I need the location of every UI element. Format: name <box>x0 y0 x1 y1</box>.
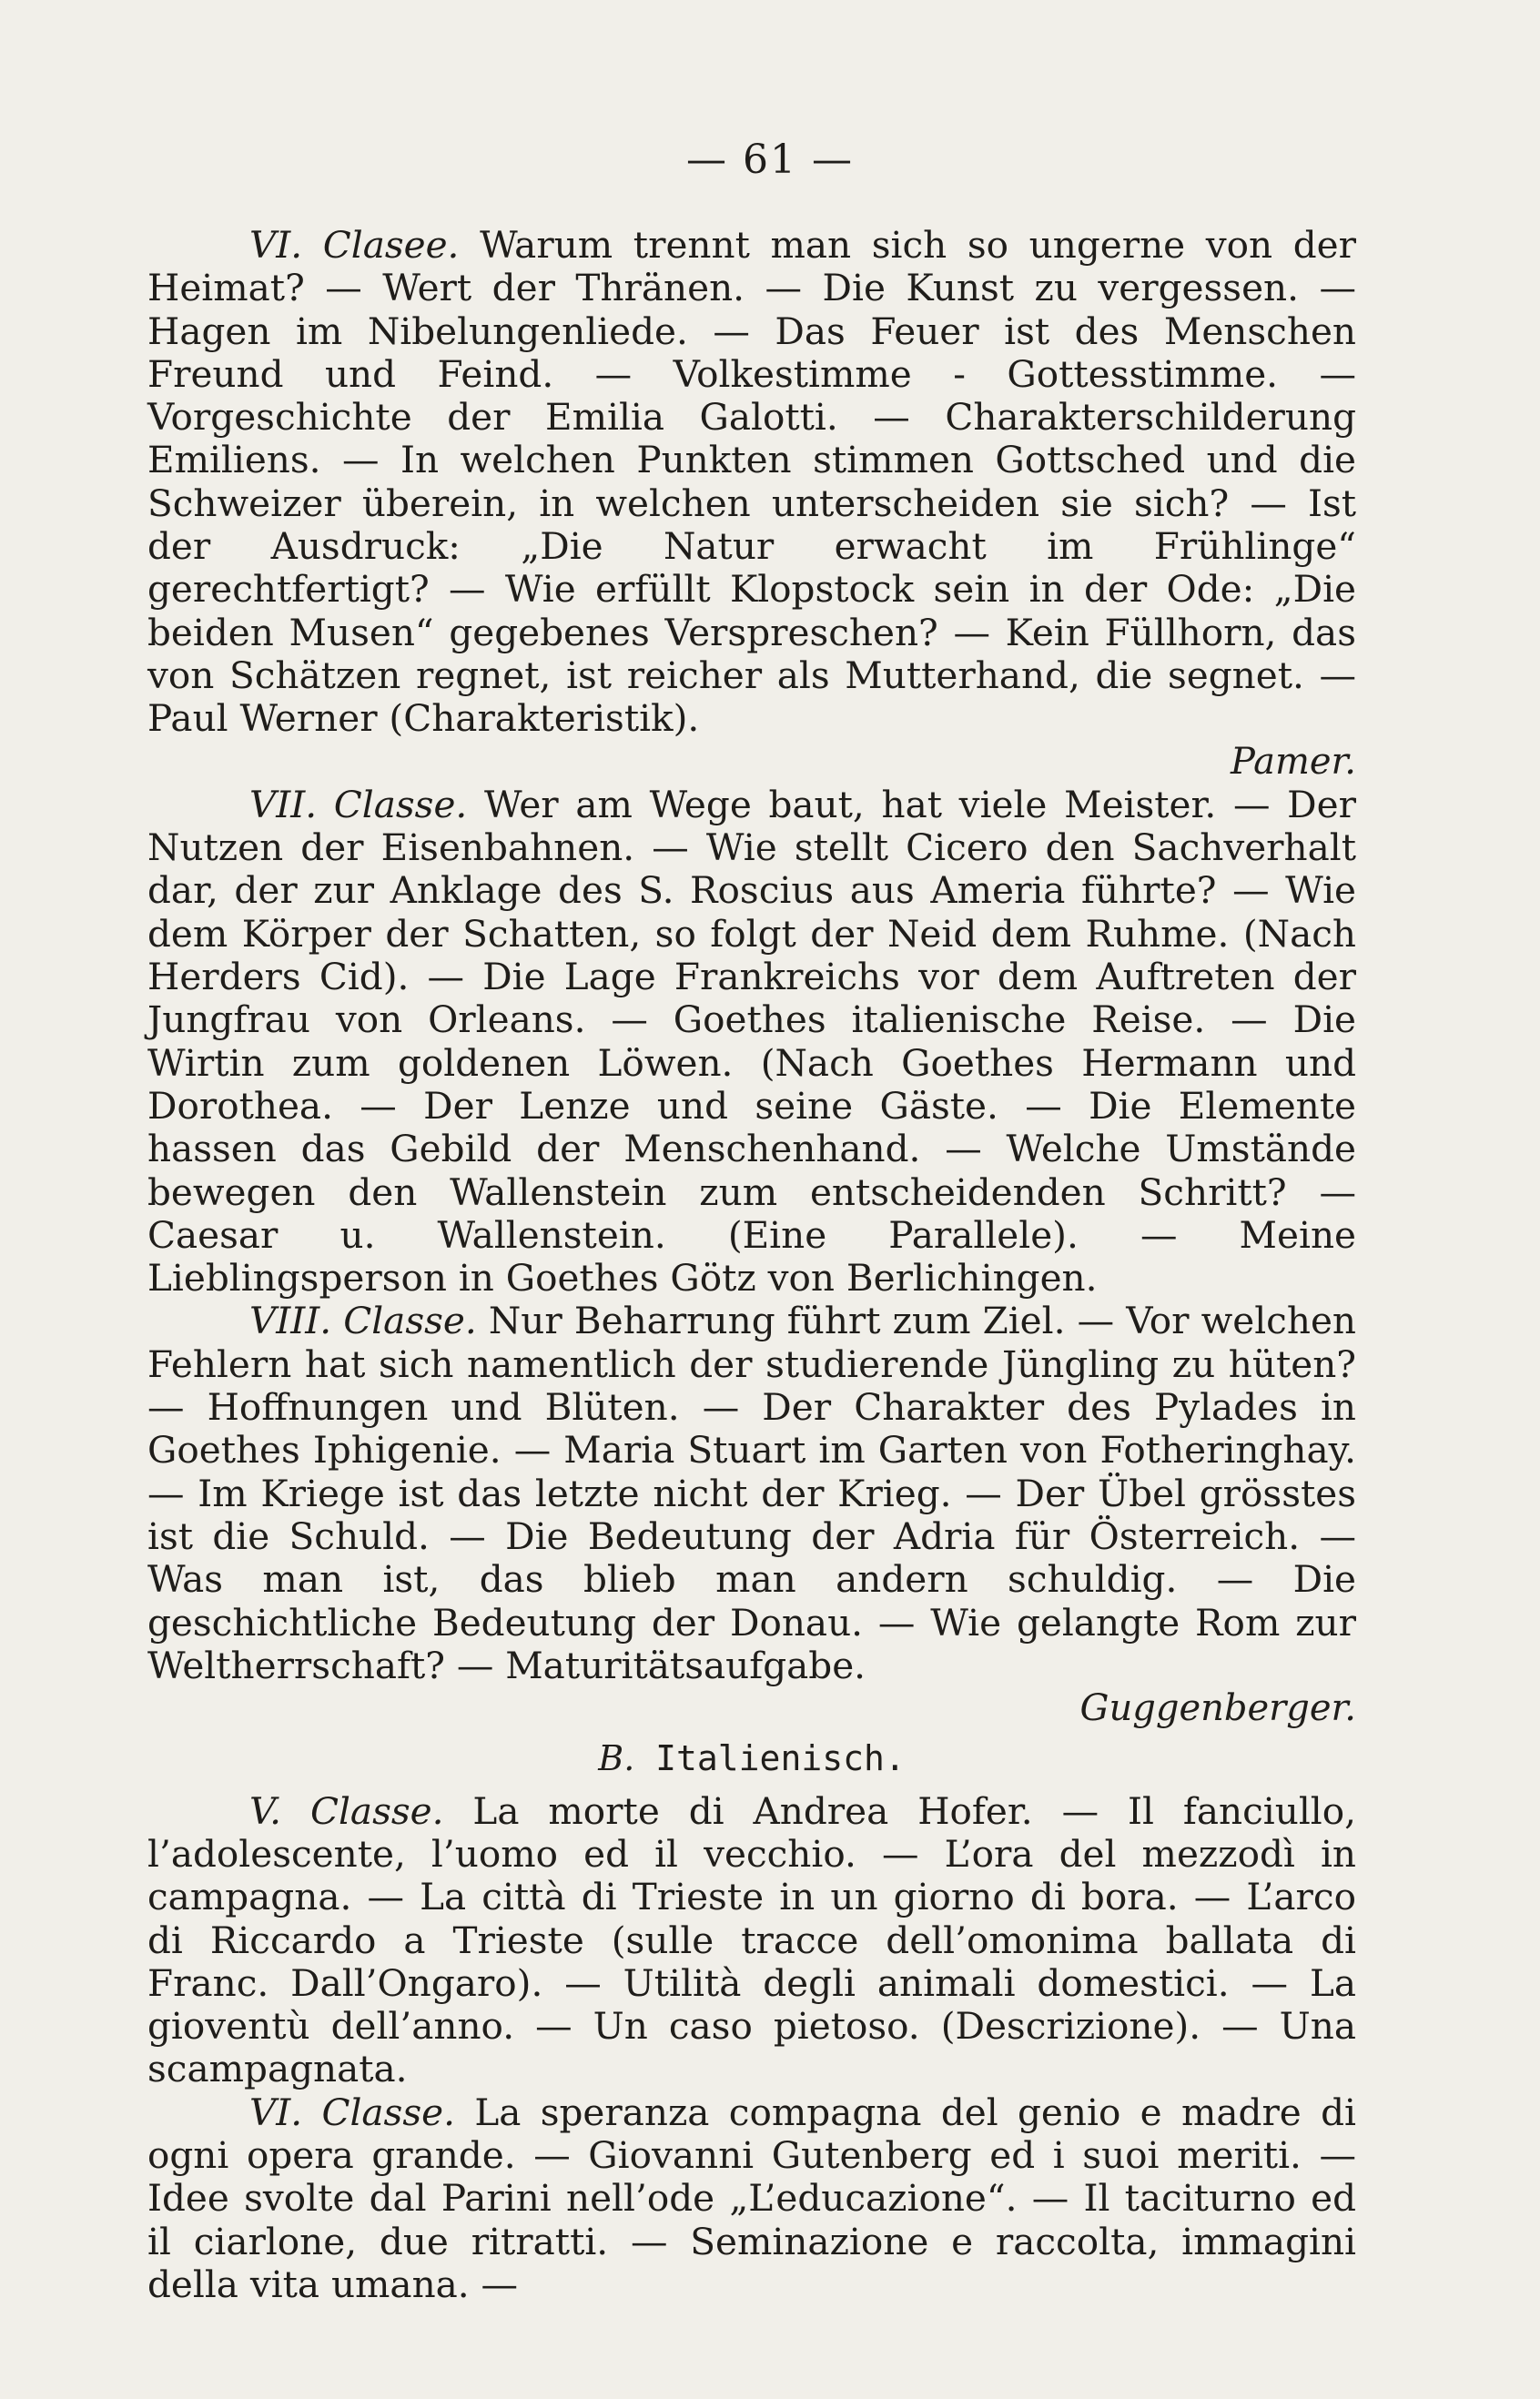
section-heading-italian <box>147 1737 1356 1780</box>
paragraph-text: Warum trennt man sich so ungerne von der Heimat? — Wert der Thränen. — Die Kunst zu vergessen. — Hagen im Nibelungenliede. — Das Feuer ist des Menschen Freund und Feind. — Volkestimme - Gottesstimme. — Vorgeschichte der Emilia Galotti. — Charakterschilderung Emiliens. — In welchen Punkten stimmen Gottsched und die Schweizer überein, in welchen unterscheiden sie sich? — Ist der Ausdruck: „Die Natur erwacht im Frühlinge“ gerechtfertigt? — Wie erfüllt Klopstock sein in der Ode: „Die beiden Musen“ gegebenes Verspreschen? — Kein Füllhorn, das von Schätzen regnet, ist reicher als Mutterhand, die segnet. — Paul Werner (Charakteristik). <box>147 223 1357 741</box>
class-label: VI. Classe. <box>249 2090 455 2134</box>
page-number: — 61 — <box>686 137 854 183</box>
paragraph-text: Nur Beharrung führt zum Ziel. — Vor welchen Fehlern hat sich namentlich der studierende Jüngling zu hüten? — Hoffnungen und Blüten. — Der Charakter des Pylades in Goethes Iphigenie. — Maria Stuart im Garten von Fotheringhay. — Im Kriege ist das letzte nicht der Krieg. — Der Übel grösstes ist die Schuld. — Die Bedeutung der Adria für Österreich. — Was man ist, das blieb man andern schuldig. — Die geschichtliche Bedeutung der Donau. — Wie gelangte Rom zur Weltherrschaft? — Maturitätsaufgabe. <box>147 1299 1356 1687</box>
paragraph-text: La speranza compagna del genio e madre di ogni opera grande. — Giovanni Gutenberg ed i suoi meriti. — Idee svolte dal Parini nell’ode „L’educazione“. — Il taciturno ed il ciarlone, due ritratti. — Seminazione e raccolta, immagini della vita umana. — <box>147 2090 1356 2306</box>
paragraph-text: La morte di Andrea Hofer. — Il fanciullo, l’adolescente, l’uomo ed il vecchio. — L’ora del mezzodì in campagna. — La città di Trieste in un giorno di bora. — L’arco di Riccardo a Trieste (sulle tracce dell’omonima ballata di Franc. Dall’Ongaro). — Utilità degli animali domestici. — La gioventù dell’anno. — Un caso pietoso. (Descrizione). — Una scampagnata. <box>147 1788 1356 2091</box>
page-body <box>147 224 1356 2306</box>
paragraph-italian-v <box>147 1790 1356 2091</box>
signature-pamer: Pamer. <box>1230 740 1356 783</box>
section-letter: B. <box>598 1738 635 1779</box>
class-label: VIII. Classe. <box>249 1299 477 1343</box>
class-label: VI. Clasee. <box>249 223 460 267</box>
section-title: Italienisch. <box>655 1738 906 1779</box>
paragraph-german-vii <box>147 784 1356 1301</box>
class-label: V. Classe. <box>249 1788 444 1833</box>
paragraph-german-vi <box>147 224 1356 741</box>
signature-guggenberger: Guggenberger. <box>1079 1687 1356 1730</box>
paragraph-italian-vi <box>147 2091 1356 2306</box>
paragraph-text: Wer am Wege baut, hat viele Meister. — Der Nutzen der Eisenbahnen. — Wie stellt Cicero den Sachverhalt dar, der zur Anklage des S. Roscius aus Ameria führte? — Wie dem Körper der Schatten, so folgt der Neid dem Ruhme. (Nach Herders Cid). — Die Lage Frankreichs vor dem Auftreten der Jungfrau von Orleans. — Goethes italienische Reise. — Die Wirtin zum goldenen Löwen. (Nach Goethes Hermann und Dorothea. — Der Lenze und seine Gäste. — Die Elemente hassen das Gebild der Menschenhand. — Welche Umstände bewegen den Wallenstein zum entscheidenden Schritt? — Caesar u. Wallenstein. (Eine Parallele). — Meine Lieblingsperson in Goethes Götz von Berlichingen. <box>147 782 1356 1301</box>
paragraph-german-viii <box>147 1300 1356 1687</box>
class-label: VII. Classe. <box>249 782 468 826</box>
